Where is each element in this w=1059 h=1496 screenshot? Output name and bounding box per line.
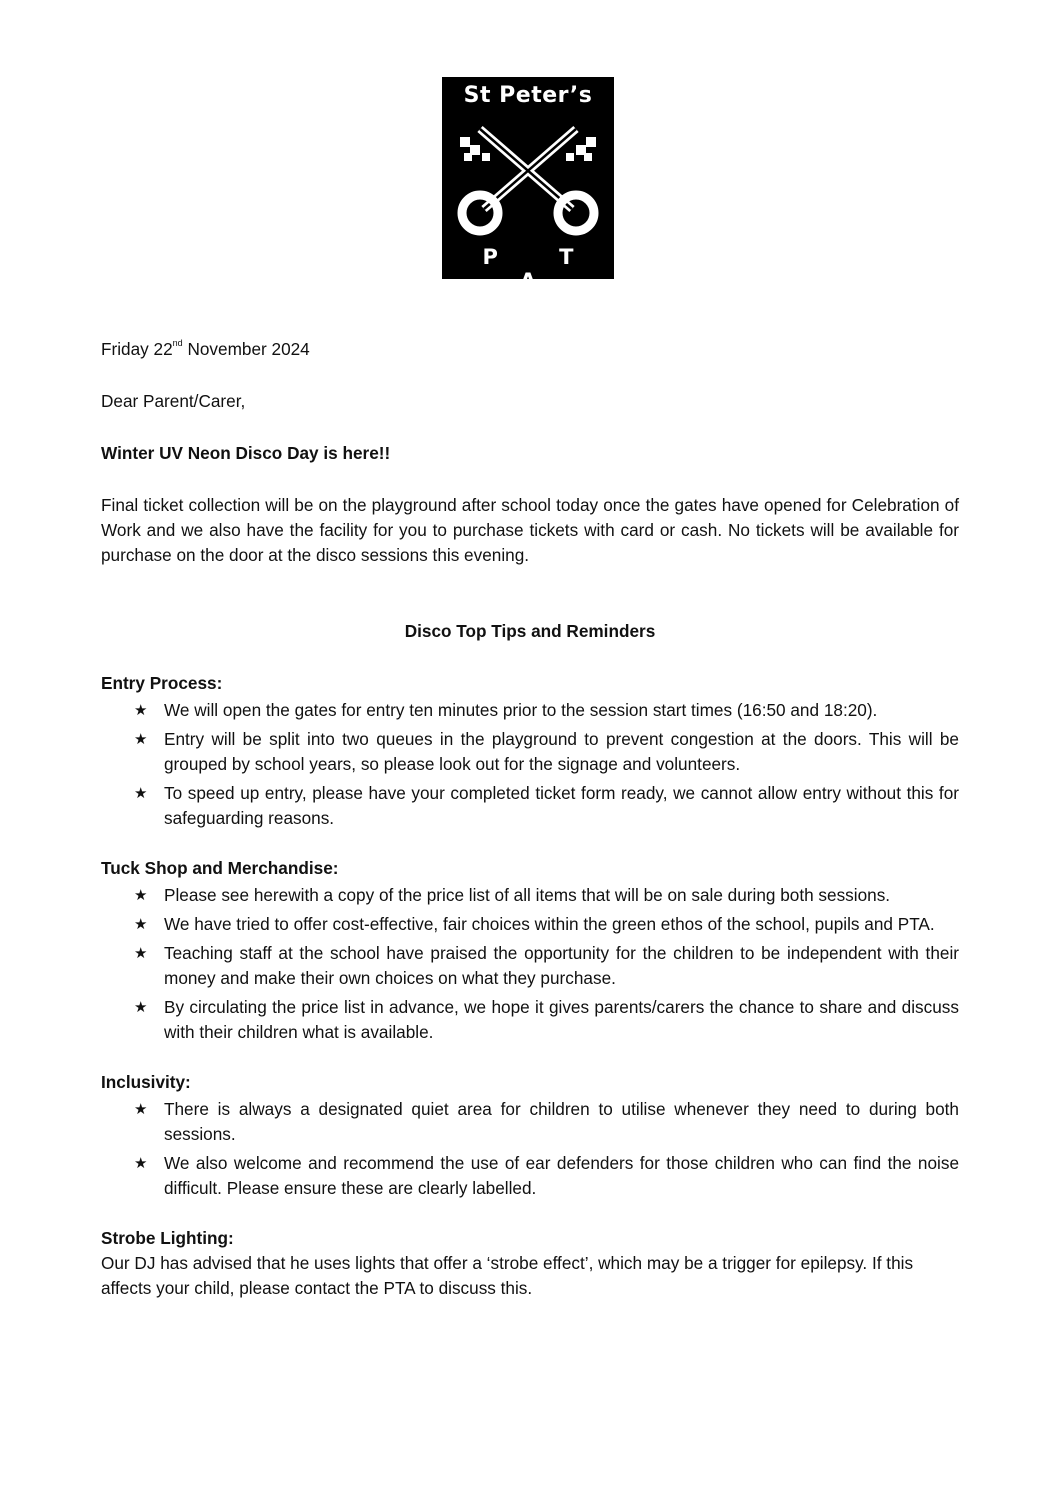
date-month-year: November 2024 bbox=[182, 339, 310, 359]
list-item bbox=[101, 727, 959, 777]
list-item bbox=[101, 781, 959, 831]
list-item bbox=[101, 995, 959, 1045]
list-item-text: Teaching staff at the school have praised the opportunity for the children to be independent with their money and make their own choices on what they purchase. bbox=[164, 943, 959, 988]
tuck-list bbox=[101, 883, 959, 1045]
logo-pta-text: P T A bbox=[482, 245, 601, 293]
list-item bbox=[101, 1151, 959, 1201]
list-item-text: We have tried to offer cost-effective, fair choices within the green ethos of the school, pupils and PTA. bbox=[164, 914, 935, 934]
list-item-text: There is always a designated quiet area for children to utilise whenever they need to during both sessions. bbox=[164, 1099, 959, 1144]
logo-school-name: St Peter’s bbox=[463, 83, 593, 108]
inclusivity-list bbox=[101, 1097, 959, 1201]
strobe-paragraph: Our DJ has advised that he uses lights that offer a ‘strobe effect’, which may be a trigger for epilepsy. If this affects your child, please contact the PTA to discuss this. bbox=[101, 1253, 914, 1298]
greeting: Dear Parent/Carer, bbox=[101, 391, 246, 411]
letter-body bbox=[101, 337, 959, 1301]
date-suffix: nd bbox=[172, 338, 183, 349]
list-item bbox=[101, 912, 959, 937]
letter-date bbox=[101, 337, 959, 362]
date-day: Friday 22 bbox=[101, 339, 173, 359]
list-item-text: Please see herewith a copy of the price list of all items that will be on sale during both sessions. bbox=[164, 885, 891, 905]
entry-heading: Entry Process: bbox=[101, 673, 223, 693]
intro-paragraph: Final ticket collection will be on the playground after school today once the gates have opened for Celebration of Work and we also have the facility for you to purchase tickets with card or cash. No tickets will be available for purchase on the door at the disco sessions this evening. bbox=[101, 495, 959, 565]
tuck-heading: Tuck Shop and Merchandise: bbox=[101, 858, 339, 878]
star-icon: ★ bbox=[134, 944, 148, 962]
list-item-text: By circulating the price list in advance, we hope it gives parents/carers the chance to share and discuss with their children what is available. bbox=[164, 997, 959, 1042]
star-icon: ★ bbox=[134, 915, 148, 933]
list-item bbox=[101, 941, 959, 991]
tips-heading: Disco Top Tips and Reminders bbox=[404, 621, 656, 641]
inclusivity-heading: Inclusivity: bbox=[101, 1072, 191, 1092]
star-icon: ★ bbox=[134, 1100, 148, 1118]
star-icon: ★ bbox=[134, 730, 148, 748]
list-item-text: We also welcome and recommend the use of ear defenders for those children who can find the noise difficult. Please ensure these are clearly labelled. bbox=[164, 1153, 959, 1198]
list-item-text: We will open the gates for entry ten minutes prior to the session start times (16:50 and 18:20). bbox=[164, 700, 878, 720]
star-icon: ★ bbox=[134, 886, 148, 904]
star-icon: ★ bbox=[134, 1154, 148, 1172]
entry-list bbox=[101, 698, 959, 831]
star-icon: ★ bbox=[134, 998, 148, 1016]
pta-logo bbox=[442, 77, 614, 293]
star-icon: ★ bbox=[134, 701, 148, 719]
strobe-heading: Strobe Lighting: bbox=[101, 1228, 234, 1248]
list-item-text: Entry will be split into two queues in the playground to prevent congestion at the doors. This will be grouped by school years, so please look out for the signage and volunteers. bbox=[164, 729, 959, 774]
list-item-text: To speed up entry, please have your completed ticket form ready, we cannot allow entry without this for safeguarding reasons. bbox=[164, 783, 959, 828]
list-item bbox=[101, 883, 959, 908]
headline: Winter UV Neon Disco Day is here!! bbox=[101, 443, 391, 463]
list-item bbox=[101, 698, 959, 723]
list-item bbox=[101, 1097, 959, 1147]
star-icon: ★ bbox=[134, 784, 148, 802]
